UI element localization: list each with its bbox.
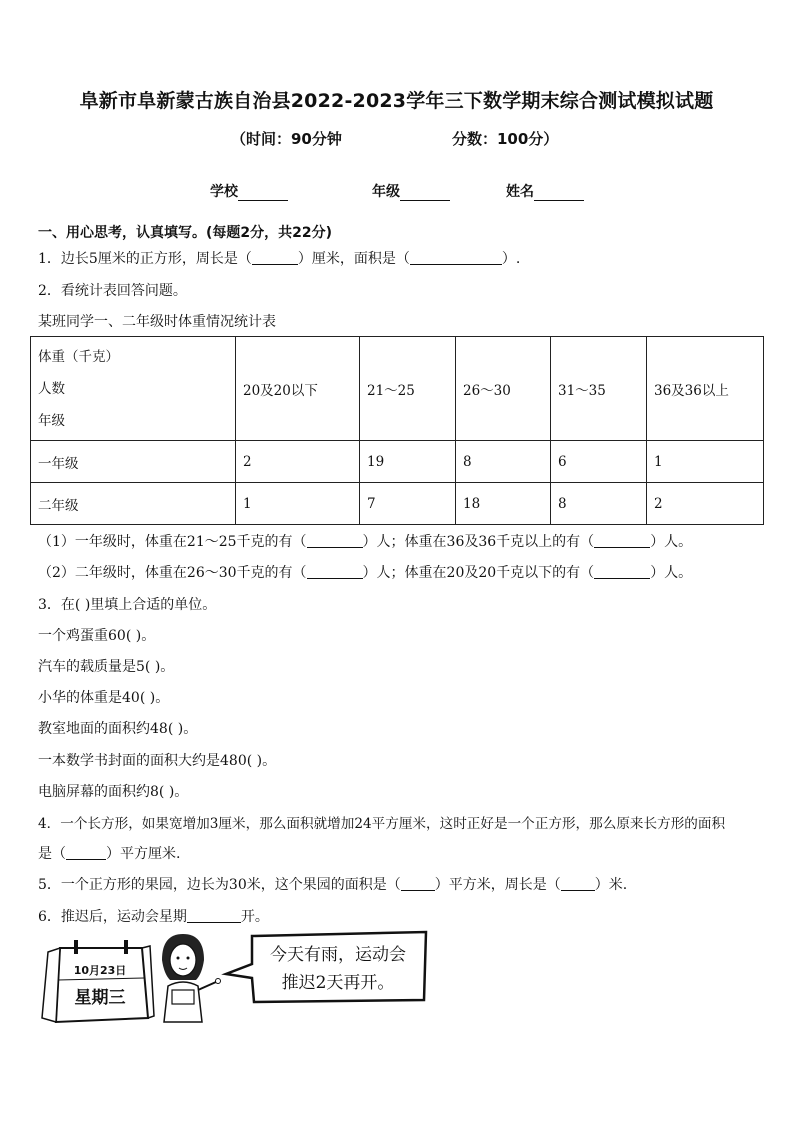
q5-blank-perimeter[interactable] [561,876,595,891]
q1-blank-area[interactable] [410,250,502,265]
row-label: 一年级 [31,441,236,483]
q4-blank[interactable] [66,845,106,860]
q1-text-a: 1．边长5厘米的正方形，周长是（ [38,251,252,267]
q2-sub1-text-b: ）人；体重在36及36千克以上的有（ [362,534,595,550]
table-cell: 2 [236,441,360,483]
table-cell: 8 [551,483,647,525]
name-field[interactable] [506,181,584,201]
question-2-sub-2 [38,564,692,582]
q3-item[interactable]: 小华的体重是40( )。 [38,690,170,706]
school-label: 学校 [210,184,238,200]
section-heading: 一、用心思考，认真填写。(每题2分，共22分) [38,225,333,241]
q2-sub1-text-a: （1）一年级时，体重在21～25千克的有（ [38,534,307,550]
q2-sub2-text-c: ）人。 [650,565,693,581]
column-header: 31～35 [551,337,647,441]
q1-text-b: ）厘米，面积是（ [297,251,410,267]
question-4-line-2 [38,845,180,863]
grade-label: 年级 [372,184,400,200]
table-cell: 1 [647,441,764,483]
column-header: 21～25 [360,337,456,441]
header-label-weight: 体重（千克） [38,348,119,365]
q1-text-c: ）. [501,251,521,267]
q2-sub1-text-c: ）人。 [650,534,693,550]
q6-blank[interactable] [187,908,241,923]
table-header-row [31,337,764,441]
grade-blank[interactable] [400,186,450,201]
q4-text-a: 是（ [38,846,66,862]
table-cell: 18 [456,483,551,525]
question-1 [38,250,520,268]
question-2-sub-1 [38,533,692,551]
q6-text-a: 6．推迟后，运动会星期 [38,909,187,925]
q5-text-a: 5．一个正方形的果园，边长为30米，这个果园的面积是（ [38,877,401,893]
question-4-line-1: 4．一个长方形，如果宽增加3厘米，那么面积就增加24平方厘米，这时正好是一个正方形，那么原来长方形的面积 [38,816,726,832]
exam-time: （时间：90分钟 [231,130,342,148]
q2-sub1-blank-1[interactable] [307,533,363,548]
q2-sub2-blank-2[interactable] [594,564,650,579]
question-2: 2．看统计表回答问题。 [38,283,187,299]
table-cell: 8 [456,441,551,483]
column-header: 26～30 [456,337,551,441]
column-header: 20及20以下 [236,337,360,441]
speech-line-1: 今天有雨，运动会 [270,945,406,965]
q5-blank-area[interactable] [401,876,435,891]
header-label-grade: 年级 [38,412,65,429]
q2-sub2-blank-1[interactable] [307,564,363,579]
q3-item[interactable]: 教室地面的面积约48( )。 [38,721,198,737]
school-blank[interactable] [238,186,288,201]
q1-blank-perimeter[interactable] [252,250,298,265]
table-row [31,483,764,525]
grade-field[interactable] [372,181,450,201]
q6-illustration [38,930,428,1030]
calendar-day: 星期三 [74,988,126,1008]
header-label-count: 人数 [38,380,65,397]
q2-sub2-text-b: ）人；体重在20及20千克以下的有（ [362,565,595,581]
speech-line-2: 推迟2天再开。 [281,973,395,993]
calendar-date: 10月23日 [73,964,127,977]
q3-item[interactable]: 一个鸡蛋重60( )。 [38,628,156,644]
q2-sub1-blank-2[interactable] [594,533,650,548]
weight-stats-table [30,336,764,525]
table-cell: 6 [551,441,647,483]
name-label: 姓名 [506,184,534,200]
question-6 [38,908,269,926]
q4-text-b: ）平方厘米. [106,846,181,862]
teacher-figure [162,934,221,1022]
q3-item[interactable]: 一本数学书封面的面积大约是480( )。 [38,753,277,769]
school-field[interactable] [210,181,288,201]
q6-text-b: 开。 [240,909,269,925]
exam-score: 分数：100分） [452,130,559,148]
row-label: 二年级 [31,483,236,525]
question-5 [38,876,627,894]
table-cell: 1 [236,483,360,525]
exam-title: 阜新市阜新蒙古族自治县2022-2023学年三下数学期末综合测试模拟试题 [79,90,714,112]
q5-text-b: ）平方米，周长是（ [434,877,561,893]
q5-text-c: ）米. [594,877,628,893]
q2-sub2-text-a: （2）二年级时，体重在26～30千克的有（ [38,565,307,581]
name-blank[interactable] [534,186,584,201]
table-row [31,441,764,483]
header-corner-cell [31,337,236,441]
speech-bubble [226,932,426,1002]
column-header: 36及36以上 [647,337,764,441]
q3-item[interactable]: 电脑屏幕的面积约8( )。 [38,784,189,800]
table-caption: 某班同学一、二年级时体重情况统计表 [38,314,276,330]
table-cell: 19 [360,441,456,483]
table-cell: 7 [360,483,456,525]
table-cell: 2 [647,483,764,525]
calendar-icon [42,940,154,1022]
question-3: 3．在( )里填上合适的单位。 [38,597,217,613]
q3-item[interactable]: 汽车的载质量是5( )。 [38,659,175,675]
